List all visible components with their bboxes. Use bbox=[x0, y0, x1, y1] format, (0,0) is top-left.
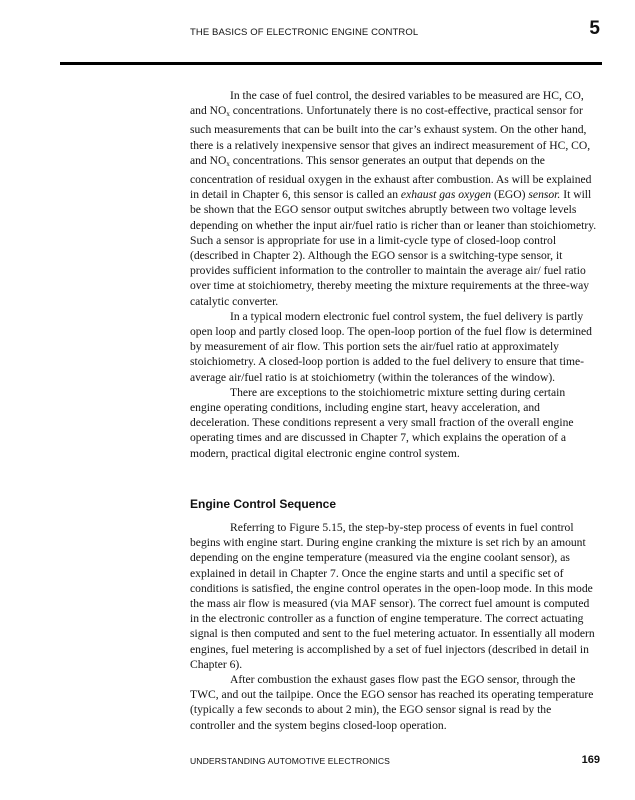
subscript-x: x bbox=[226, 110, 230, 119]
running-footer-title: UNDERSTANDING AUTOMOTIVE ELECTRONICS bbox=[190, 756, 391, 766]
subscript-x: x bbox=[226, 159, 230, 168]
paragraph-text: In the case of fuel control, the desired variables to be measured are HC, CO, and NO bbox=[190, 89, 584, 118]
body-text-lower bbox=[190, 520, 598, 733]
paragraph-fuel-delivery: In a typical modern electronic fuel control system, the fuel delivery is partly open loop and partly closed loop. The open-loop portion of the fuel flow is determined by measurement of air flow. This portion sets the air/fuel ratio at approximately stoichiometry. A closed-loop portion is added to the fuel delivery to ensure that time-average air/fuel ratio is at stoichiometry (within the tolerances of the window). bbox=[190, 309, 592, 384]
paragraph-control-sequence: Referring to Figure 5.15, the step-by-step process of events in fuel control begins with engine start. During engine cranking the mixture is set rich by an amount depending on the engine temperature (measured via the engine coolant sensor), as explained in detail in Chapter 7. Once the engine starts and until a specific set of conditions is satisfied, the engine control operates in the open-loop mode. In this mode the mass air flow is measured (via MAF sensor). The correct fuel amount is computed in the electronic controller as a function of engine temperature. The correct actuating signal is then computed and sent to the fuel metering actuator. In essentially all modern engines, fuel metering is accomplished by a set of fuel injectors (described in detail in Chapter 6). bbox=[190, 521, 595, 671]
running-header-title: THE BASICS OF ELECTRONIC ENGINE CONTROL bbox=[190, 27, 419, 38]
header-divider bbox=[60, 62, 602, 65]
section-heading: Engine Control Sequence bbox=[190, 497, 337, 511]
paragraph-exceptions: There are exceptions to the stoichiometric mixture setting during certain engine operating conditions, including engine start, heavy acceleration, and deceleration. These conditions represent a very small fraction of the overall engine operating times and are discussed in Chapter 7, which explains the operation of a modern, practical digital electronic engine control system. bbox=[190, 385, 574, 460]
body-text-upper bbox=[190, 88, 598, 461]
italic-term-sensor: sensor. bbox=[528, 188, 561, 202]
page-number: 169 bbox=[581, 754, 600, 766]
paragraph-fuel-control bbox=[190, 88, 598, 309]
chapter-number: 5 bbox=[589, 18, 600, 39]
paragraph-text: It will be shown that the EGO sensor output switches abruptly between two voltage levels depending on whether the input air/fuel ratio is richer than or leaner than stoichiometry. Such a sensor is appropriate for use in a limit-cycle type of closed-loop control (described in Chapter 2). Although the EGO sensor is a switching-type sensor, it provides sufficient information to the controller to maintain the average air/ fuel ratio over time at stoichiometry, thereby meeting the mixture requirements at the three-way catalytic converter. bbox=[190, 188, 597, 308]
italic-term-ego: exhaust gas oxygen bbox=[400, 188, 492, 202]
paragraph-combustion: After combustion the exhaust gases flow past the EGO sensor, through the TWC, and out the tailpipe. Once the EGO sensor has reached its operating temperature (typically a few seconds to about 2 min), the EGO sensor signal is read by the controller and the system begins closed-loop operation. bbox=[190, 673, 594, 732]
paragraph-text: concentrations. Unfortunately there is no cost-effective, practical sensor for such measurements that can be built into the car’s exhaust system. On the other hand, there is a relatively inexpensive sensor that gives an indirect measurement of HC, CO, and NO bbox=[190, 104, 591, 167]
paragraph-text: (EGO) bbox=[491, 188, 529, 202]
paragraph-text: concentrations. This sensor generates an output that depends on the concentration of residual oxygen in the exhaust after combustion. As will be explained in detail in Chapter 6, this sensor is called an bbox=[190, 153, 592, 202]
